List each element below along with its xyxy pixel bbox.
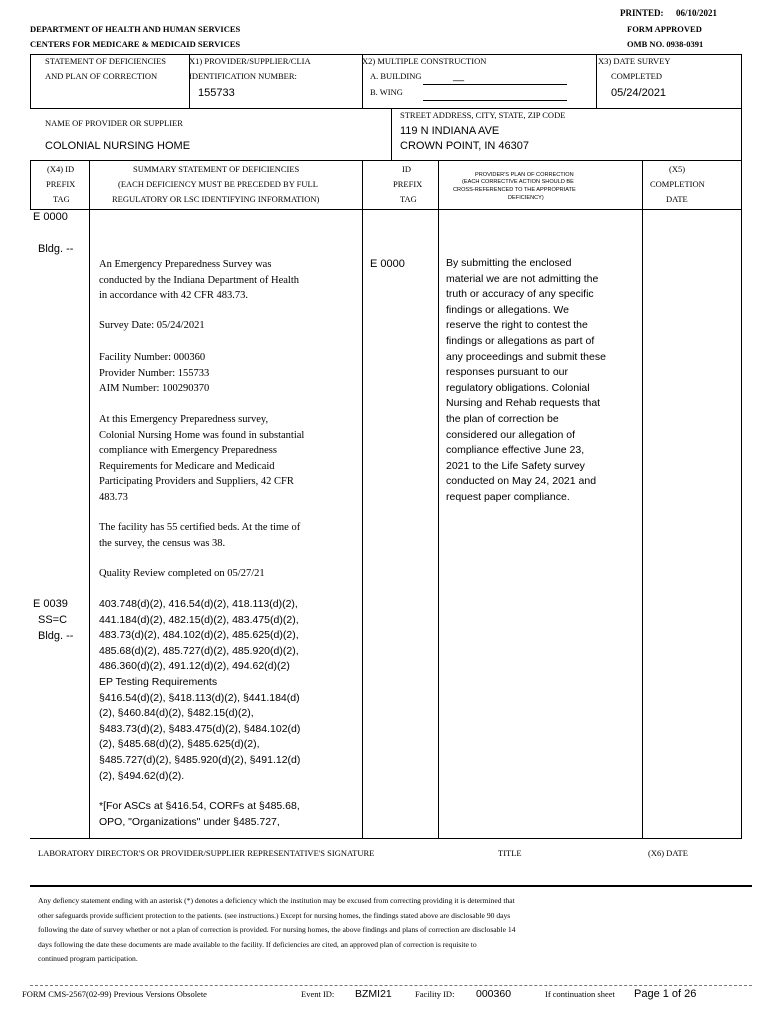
building-underline — [423, 84, 567, 85]
asc-text: *[For ASCs at §416.54, CORFs at §485.68, OPO, "Organizations" under §485.727, — [99, 800, 300, 828]
summary-header-3: REGULATORY OR LSC IDENTIFYING INFORMATION) — [112, 194, 320, 204]
building-value: __ — [453, 71, 465, 82]
provider-id-value: 155733 — [198, 87, 235, 99]
id-header-3: TAG — [400, 194, 417, 204]
x5-header-1: (X5) — [669, 164, 686, 174]
plan-header-3: CROSS-REFERENCED TO THE APPROPRIATE — [453, 187, 576, 193]
x4-header-2: PREFIX — [46, 179, 76, 189]
statement-label-2: AND PLAN OF CORRECTION — [45, 71, 158, 81]
x6-date-label: (X6) DATE — [648, 848, 688, 858]
page-number: Page 1 of 26 — [634, 988, 697, 1000]
printed-label: PRINTED: — [620, 8, 664, 18]
x4-header-3: TAG — [53, 194, 70, 204]
facility-info: Facility Number: 000360 Provider Number: 155733 AIM Number: 100290370 — [99, 352, 210, 394]
plan-header-4: DEFICIENCY) — [508, 195, 544, 201]
id-header-2: PREFIX — [393, 179, 423, 189]
tag-e0000: E 0000 — [33, 211, 68, 223]
form-number: FORM CMS-2567(02-99) Previous Versions Obsolete — [22, 989, 207, 999]
statement-label-1: STATEMENT OF DEFICIENCIES — [45, 56, 167, 66]
plan-of-correction-text: By submitting the enclosed material we are not admitting the truth or accuracy of any specific findings or allegations. We reserve the right to contest the findings or allegations as part of any proceedings and submit these responses pursuant to our regulatory obligations. Colonial Nursing and Rehab requests that the plan of correction be considered our allegation of compliance effective June 23, 2021 to the Life Safety survey conducted on May 24, 2021 and request paper compliance. — [446, 257, 606, 503]
title-label: TITLE — [498, 848, 522, 858]
facility-id-label: Facility ID: — [415, 989, 455, 999]
x1-label-1: X1) PROVIDER/SUPPLIER/CLIA — [189, 56, 311, 66]
disclaimer-text: Any defiency statement ending with an asterisk (*) denotes a deficiency which the institution may be excused from correcting providing it is determined that other safeguards provide sufficient protection to the patients. (see instructions.) Except for nursing homes, the findings stated above are disclosable 90 days following the date of survey whether or not a plan of correction is provided. For nursing homes, the above findings and plans of correction are disclosable 14 days following the date these documents are made available to the facility. If deficiencies are cited, an approved plan of correction is requisite to continued program participation. — [38, 896, 516, 964]
centers-title: CENTERS FOR MEDICARE & MEDICAID SERVICES — [30, 39, 241, 49]
compliance-text: At this Emergency Preparedness survey, Colonial Nursing Home was found in substantial compliance with Emergency Preparedness Requirements for Medicare and Medicaid Participating Providers and Suppliers, 42 CFR 483.73 — [99, 414, 305, 503]
id-header-1: ID — [402, 164, 411, 174]
address-label: STREET ADDRESS, CITY, STATE, ZIP CODE — [400, 110, 566, 120]
provider-name-value: COLONIAL NURSING HOME — [45, 140, 191, 152]
right-tag-e0000: E 0000 — [370, 258, 405, 270]
facility-id-value: 000360 — [476, 988, 512, 1000]
department-title: DEPARTMENT OF HEALTH AND HUMAN SERVICES — [30, 24, 241, 34]
continuation-label: If continuation sheet — [545, 989, 615, 999]
event-id-value: BZMI21 — [355, 988, 392, 1000]
plan-header-1: PROVIDER'S PLAN OF CORRECTION — [475, 172, 574, 178]
beds-text: The facility has 55 certified beds. At the time of the survey, the census was 38. — [99, 522, 301, 549]
form-approved: FORM APPROVED — [627, 24, 702, 34]
address-line-1: 119 N INDIANA AVE — [400, 125, 500, 137]
x2-label: X2) MULTIPLE CONSTRUCTION — [362, 56, 487, 66]
regulation-text: 403.748(d)(2), 416.54(d)(2), 418.113(d)(2), 441.184(d)(2), 482.15(d)(2), 483.475(d)(2), 483.73(d)(2), 484.102(d)(2), 485.625(d)(2), 485.68(d)(2), 485.727(d)(2), 485.920(d)(2), 486.360(d)(2), 491.12(d)(2), 494.62(d)(2) EP Testing Requirements §416.54(d)(2), §418.113(d)(2), §441.184(d) (2), §460.84(d)(2), §482.15(d)(2), §483.73(d)(2), §483.475(d)(2), §484.102(d) (2), §485.68(d)(2), §485.625(d)(2), §485.727(d)(2), §485.920(d)(2), §491.12(d) (2), §494.62(d)(2). — [99, 598, 301, 782]
building-label: A. BUILDING — [370, 71, 422, 81]
printed-date: 06/10/2021 — [676, 8, 718, 18]
ss-label: SS=C — [38, 614, 68, 626]
event-id-label: Event ID: — [301, 989, 335, 999]
summary-header-2: (EACH DEFICIENCY MUST BE PRECEDED BY FULL — [118, 179, 318, 189]
x3-label-1: X3) DATE SURVEY — [598, 56, 671, 66]
plan-header-2: (EACH CORRECTIVE ACTION SHOULD BE — [462, 179, 574, 185]
survey-date-value: 05/24/2021 — [611, 87, 667, 99]
summary-header-1: SUMMARY STATEMENT OF DEFICIENCIES — [133, 164, 300, 174]
omb-number: OMB NO. 0938-0391 — [627, 39, 704, 49]
wing-underline — [423, 100, 567, 101]
x3-label-2: COMPLETED — [611, 71, 662, 81]
signature-divider — [30, 885, 752, 887]
survey-date-text: Survey Date: 05/24/2021 — [99, 320, 205, 331]
bldg-label-1: Bldg. -- — [38, 243, 74, 255]
quality-review-text: Quality Review completed on 05/27/21 — [99, 568, 265, 579]
signature-label: LABORATORY DIRECTOR'S OR PROVIDER/SUPPLIER REPRESENTATIVE'S SIGNATURE — [38, 848, 375, 858]
provider-name-label: NAME OF PROVIDER OR SUPPLIER — [45, 118, 183, 128]
bldg-label-2: Bldg. -- — [38, 630, 74, 642]
x5-header-2: COMPLETION — [650, 179, 705, 189]
summary-intro: An Emergency Preparedness Survey was conducted by the Indiana Department of Health in accordance with 42 CFR 483.73. — [99, 259, 300, 301]
address-line-2: CROWN POINT, IN 46307 — [400, 140, 529, 152]
tag-e0039: E 0039 — [33, 598, 68, 610]
x4-header-1: (X4) ID — [47, 164, 75, 174]
x5-header-3: DATE — [666, 194, 688, 204]
x1-label-2: IDENTIFICATION NUMBER: — [189, 71, 297, 81]
footer-divider — [30, 985, 752, 986]
wing-label: B. WING — [370, 87, 403, 97]
